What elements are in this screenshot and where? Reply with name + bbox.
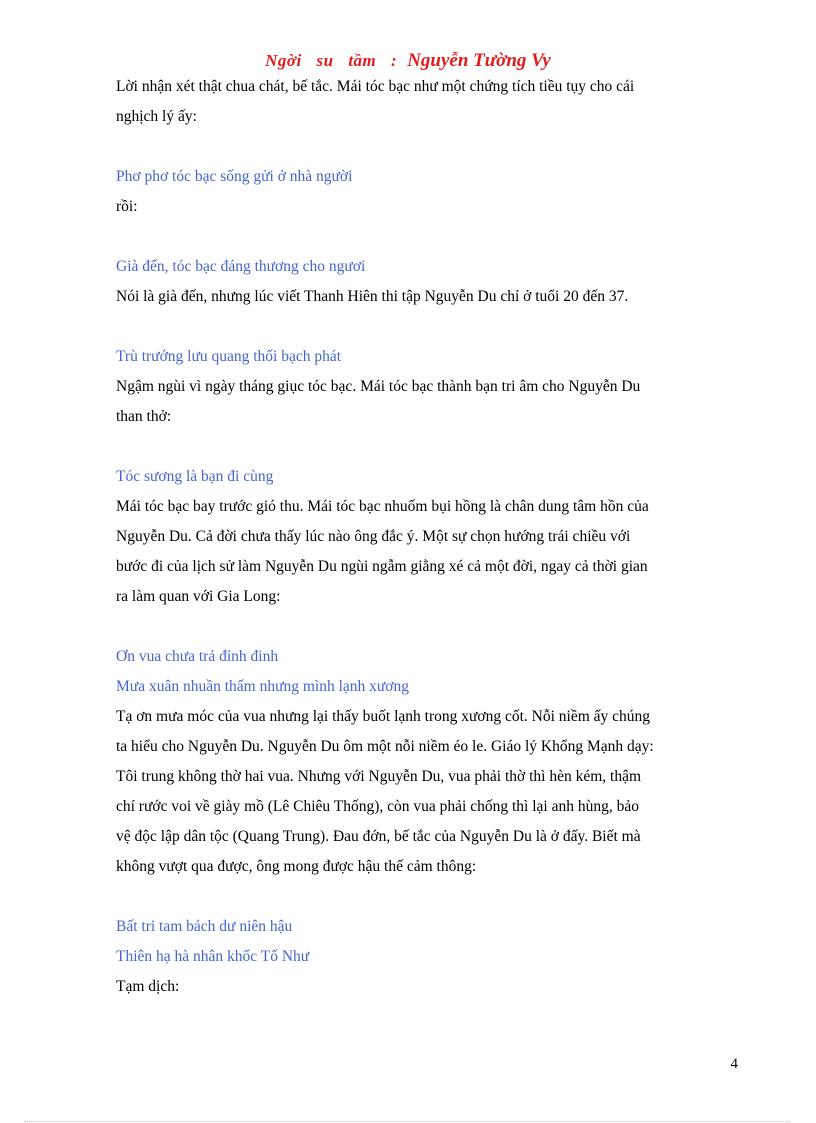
prose-line: than thở:	[116, 408, 172, 425]
verse-line: Thiên hạ hà nhân khốc Tố Như	[116, 948, 310, 965]
verse-line: Ơn vua chưa trả đỉnh đinh	[116, 648, 279, 665]
prose-line: Nói là già đến, nhưng lúc viết Thanh Hiên thi tập Nguyễn Du chỉ ở tuổi 20 đến 37.	[116, 288, 629, 305]
paragraph-gap	[116, 312, 736, 342]
prose-line: Nguyễn Du. Cả đời chưa thấy lúc nào ông đắc ý. Một sự chọn hướng trái chiều với	[116, 528, 631, 545]
prose-line: Ngậm ngùi vì ngày tháng giục tóc bạc. Mái tóc bạc thành bạn tri âm cho Nguyễn Du	[116, 378, 641, 395]
author-name: Nguyễn Tường Vy	[407, 50, 551, 71]
prose-line: Tạm dịch:	[116, 978, 180, 995]
prose-line: Tạ ơn mưa móc của vua nhưng lại thấy buốt lạnh trong xương cốt. Nỗi niềm ấy chúng	[116, 708, 651, 725]
paragraph-gap	[116, 222, 736, 252]
verse-line: Già đến, tóc bạc đáng thương cho ngươi	[116, 258, 366, 275]
prose-line: Lời nhận xét thật chua chát, bế tắc. Mái tóc bạc như một chứng tích tiều tụy cho cái	[116, 78, 635, 95]
page-bottom-divider	[24, 1121, 790, 1122]
verse-line: Trù trướng lưu quang thối bạch phát	[116, 348, 342, 365]
collector-label: Ngời su tầm :	[265, 51, 398, 70]
prose-line: rồi:	[116, 198, 138, 215]
paragraph-gap	[116, 432, 736, 462]
prose-line: Tôi trung không thờ hai vua. Nhưng với Nguyễn Du, vua phải thờ thì hèn kém, thậm	[116, 768, 642, 785]
prose-line: không vượt qua được, ông mong được hậu thế cảm thông:	[116, 858, 477, 875]
paragraph-gap	[116, 612, 736, 642]
verse-line: Mưa xuân nhuần thấm nhưng mình lạnh xương	[116, 678, 409, 695]
prose-line: bước đi của lịch sử làm Nguyễn Du ngùi ngẫm giằng xé cả một đời, ngay cả thời gian	[116, 558, 648, 575]
prose-line: nghịch lý ấy:	[116, 108, 197, 125]
prose-line: ra làm quan với Gia Long:	[116, 588, 281, 605]
page-number: 4	[730, 1056, 738, 1072]
prose-line: chí rước voi về giày mồ (Lê Chiêu Thống), còn vua phải chống thì lại anh hùng, bảo	[116, 798, 639, 815]
paragraph-gap	[116, 882, 736, 912]
prose-line: ta hiểu cho Nguyễn Du. Nguyễn Du ôm một nỗi niềm éo le. Giáo lý Khổng Mạnh dạy:	[116, 738, 654, 755]
verse-line: Tóc sương là bạn đi cùng	[116, 468, 274, 485]
verse-line: Bất tri tam bách dư niên hậu	[116, 918, 293, 935]
prose-line: vệ độc lập dân tộc (Quang Trung). Đau đớn, bế tắc của Nguyễn Du là ở đấy. Biết mà	[116, 828, 641, 845]
paragraph-gap	[116, 132, 736, 162]
verse-line: Phơ phơ tóc bạc sống gửi ở nhà người	[116, 168, 353, 185]
document-body	[116, 72, 736, 1002]
prose-line: Mái tóc bạc bay trước gió thu. Mái tóc bạc nhuốm bụi hồng là chân dung tâm hồn của	[116, 498, 649, 515]
page-header	[0, 50, 816, 72]
